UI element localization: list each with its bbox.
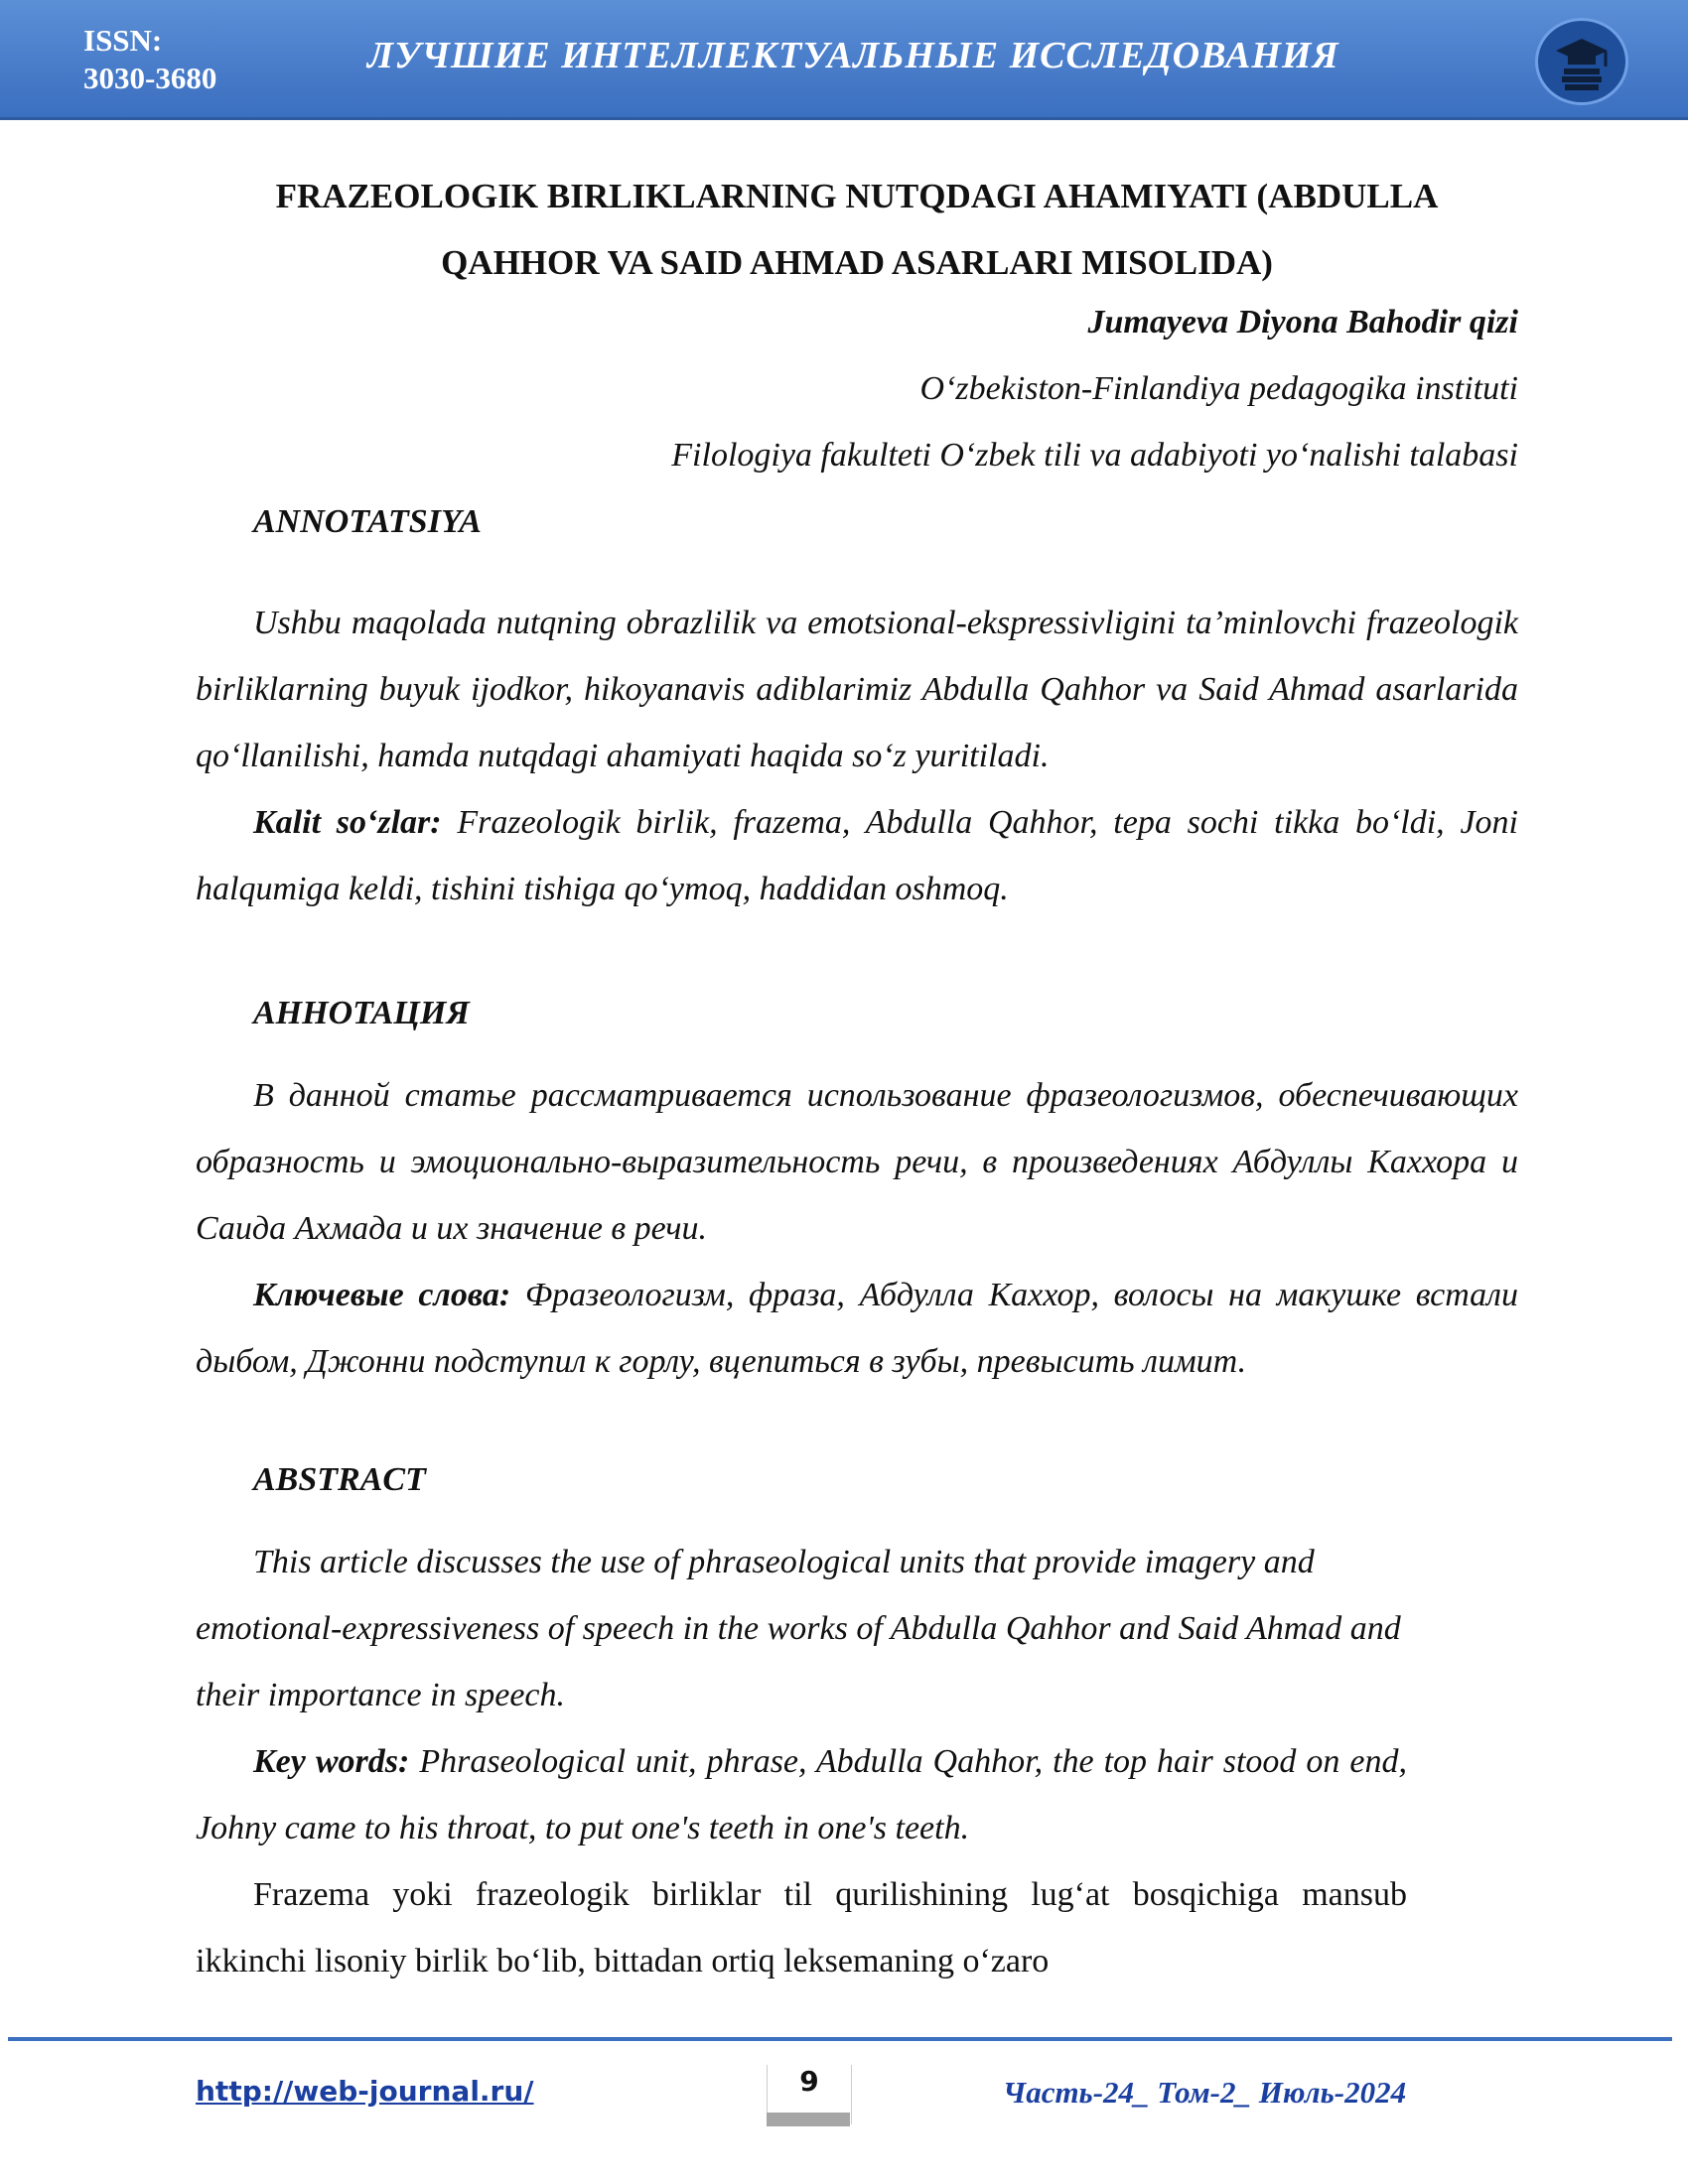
keywords-text: Frazeologik birlik, frazema, Abdulla Qahhor, tepa sochi tikka bo‘ldi, Joni halqumiga keldi, tishini tishiga qo‘ymoq, haddidan oshmoq. xyxy=(196,804,1518,907)
page-number: 9 xyxy=(767,2065,852,2124)
affiliation-faculty: Filologiya fakulteti O‘zbek tili va adabiyoti yo‘nalishi talabasi xyxy=(671,437,1518,474)
ru-annotation-section xyxy=(196,1062,1518,1395)
journal-url-link[interactable]: http://web-journal.ru/ xyxy=(196,2075,534,2108)
author-name: Jumayeva Diyona Bahodir qizi xyxy=(1087,304,1518,341)
title-line-1: FRAZEOLOGIK BIRLIKLARNING NUTQDAGI AHAMIYATI (ABDULLA xyxy=(275,177,1439,215)
keywords-label: Kalit so‘zlar: xyxy=(253,804,442,841)
issn xyxy=(83,22,216,97)
en-keywords-label: Key words: xyxy=(253,1743,410,1780)
graduation-cap-books-icon xyxy=(1535,18,1628,105)
affiliation-institute: O‘zbekiston-Finlandiya pedagogika instituti xyxy=(919,370,1518,407)
issn-label: ISSN: xyxy=(83,23,163,58)
ru-annotation-heading: АННОТАЦИЯ xyxy=(253,995,470,1031)
journal-title: ЛУЧШИЕ ИНТЕЛЛЕКТУАЛЬНЫЕ ИССЛЕДОВАНИЯ xyxy=(367,35,1339,76)
article-title xyxy=(196,163,1518,296)
abstract-section xyxy=(196,1529,1407,1994)
annotation-section xyxy=(196,590,1518,922)
annotation-heading: ANNOTATSIYA xyxy=(253,503,482,540)
issue-info: Часть-24_ Том-2_ Июль-2024 xyxy=(1003,2075,1407,2110)
abstract-text: This article discusses the use of phraseological units that provide imagery and emotional-expressiveness of speech in the works of Abdulla Qahhor and Said Ahmad and their importance in speech. xyxy=(196,1544,1401,1713)
body-paragraph: Frazema yoki frazeologik birliklar til qurilishining lug‘at bosqichiga mansub ikkinchi lisoniy birlik bo‘lib, bittadan ortiq leksemaning o‘zaro xyxy=(196,1876,1407,1979)
abstract-heading: ABSTRACT xyxy=(253,1461,426,1498)
issn-number: 3030-3680 xyxy=(83,61,217,95)
title-line-2: QAHHOR VA SAID AHMAD ASARLARI MISOLIDA) xyxy=(441,243,1273,282)
ru-keywords-label: Ключевые слова: xyxy=(253,1277,511,1313)
footer-divider xyxy=(8,2037,1672,2041)
ru-keywords-paragraph xyxy=(196,1262,1518,1395)
en-keywords-paragraph xyxy=(196,1728,1407,1861)
en-keywords-text: Phraseological unit, phrase, Abdulla Qahhor, the top hair stood on end, Johny came to his throat, to put one's teeth in one's teeth. xyxy=(196,1743,1407,1846)
page-number-bar xyxy=(767,2113,850,2126)
journal-header xyxy=(0,0,1688,120)
ru-keywords-text: Фразеологизм, фраза, Абдулла Каххор, волосы на макушке встали дыбом, Джонни подступил к горлу, вцепиться в зубы, превысить лимит. xyxy=(196,1277,1518,1380)
keywords-paragraph xyxy=(196,789,1518,922)
annotation-text: Ushbu maqolada nutqning obrazlilik va emotsional-ekspressivligini ta’minlovchi frazeologik birliklarning buyuk ijodkor, hikoyanavis adiblarimiz Abdulla Qahhor va Said Ahmad asarlarida qo‘llanilishi, hamda nutqdagi ahamiyati haqida so‘z yuritiladi. xyxy=(196,605,1518,774)
ru-annotation-text: В данной статье рассматривается использование фразеологизмов, обеспечивающих образность и эмоционально-выразительность речи, в произведениях Абдуллы Каххора и Саида Ахмада и их значение в речи. xyxy=(196,1077,1518,1247)
